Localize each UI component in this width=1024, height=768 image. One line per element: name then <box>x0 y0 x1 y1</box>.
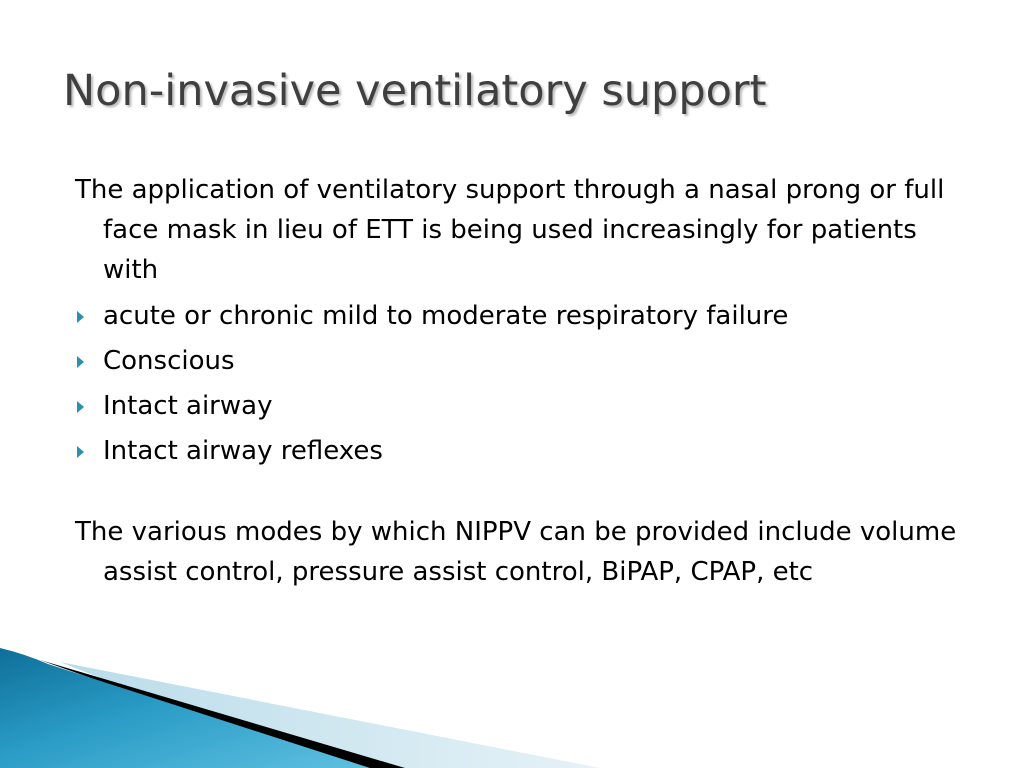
bullet-text: acute or chronic mild to moderate respiratory failure <box>103 301 789 331</box>
bullet-item <box>75 429 975 474</box>
corner-swoosh-decoration <box>0 640 1024 768</box>
slide-body <box>75 170 975 592</box>
slide-title: Non-invasive ventilatory support <box>63 66 767 116</box>
bullet-text: Intact airway reflexes <box>103 436 383 466</box>
bullet-text: Conscious <box>103 346 235 376</box>
bullet-list <box>75 294 975 474</box>
bullet-text: Intact airway <box>103 391 273 421</box>
intro-paragraph: The application of ventilatory support through a nasal prong or full face mask in lieu of ETT is being used increasingly for patients with <box>75 175 945 285</box>
bullet-triangle-icon <box>77 446 84 458</box>
bullet-item <box>75 339 975 384</box>
closing-paragraph: The various modes by which NIPPV can be provided include volume assist control, pressure assist control, BiPAP, CPAP, etc <box>75 517 957 587</box>
bullet-triangle-icon <box>77 311 84 323</box>
bullet-item <box>75 294 975 339</box>
bullet-triangle-icon <box>77 356 84 368</box>
bullet-item <box>75 384 975 429</box>
bullet-triangle-icon <box>77 401 84 413</box>
